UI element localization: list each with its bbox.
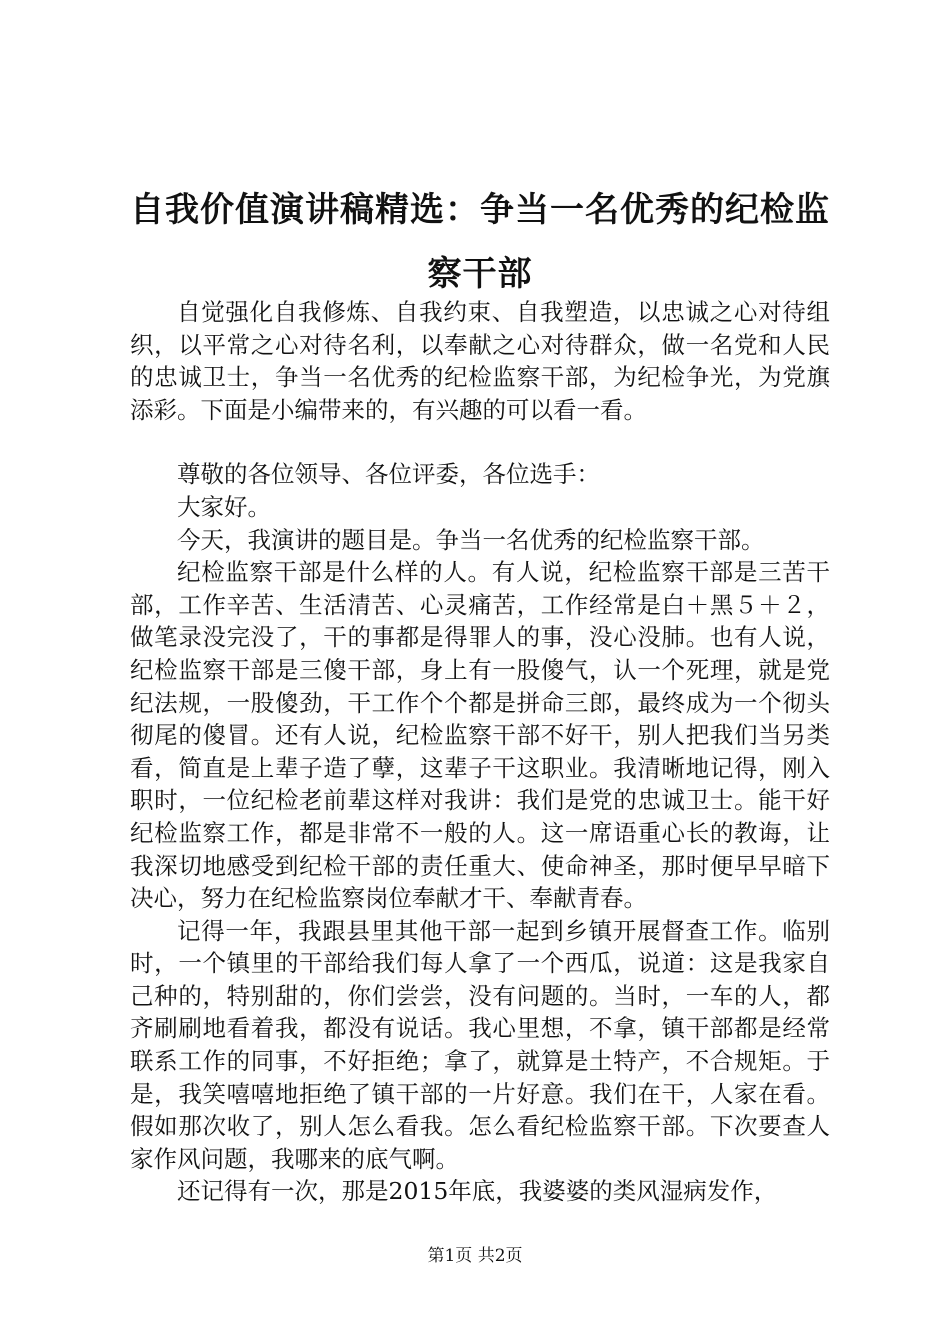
- intro-paragraph: 自觉强化自我修炼、自我约束、自我塑造，以忠诚之心对待组织，以平常之心对待名利，以奉献之心对待群众，做一名党和人民的忠诚卫士，争当一名优秀的纪检监察干部，为纪检争光，为党旗添彩。下面是小编带来的，有兴趣的可以看一看。: [130, 298, 830, 424]
- page-footer: 第1页 共2页: [427, 1246, 523, 1266]
- body-paragraph-salutation: 尊敬的各位领导、各位评委，各位选手：: [177, 460, 600, 489]
- document-body: [130, 296, 830, 1208]
- body-paragraph: 记得一年，我跟县里其他干部一起到乡镇开展督查工作。临别时，一个镇里的干部给我们每人拿了一个西瓜，说道：这是我家自己种的，特别甜的，你们尝尝，没有问题的。当时，一车的人，都齐刷刷地看着我，都没有说话。我心里想，不拿，镇干部都是经常联系工作的同事，不好拒绝；拿了，就算是土特产，不合规矩。于是，我笑嘻嘻地拒绝了镇干部的一片好意。我们在干，人家在看。假如那次收了，别人怎么看我。怎么看纪检监察干部。下次要查人家作风问题，我哪来的底气啊。: [130, 916, 830, 1173]
- body-paragraph: 还记得有一次，那是2015年底，我婆婆的类风湿病发作，: [177, 1177, 778, 1206]
- document-title: 自我价值演讲稿精选：争当一名优秀的纪检监察干部: [130, 190, 830, 294]
- body-paragraph: 纪检监察干部是什么样的人。有人说，纪检监察干部是三苦干部，工作辛苦、生活清苦、心灵痛苦，工作经常是白＋黑５＋２，做笔录没完没了，干的事都是得罪人的事，没心没肺。也有人说，纪检监察干部是三傻干部，身上有一股傻气，认一个死理，就是党纪法规，一股傻劲，干工作个个都是拼命三郎，最终成为一个彻头彻尾的傻冒。还有人说，纪检监察干部不好干，别人把我们当另类看，简直是上辈子造了孽，这辈子干这职业。我清晰地记得，刚入职时，一位纪检老前辈这样对我讲：我们是党的忠诚卫士。能干好纪检监察工作，都是非常不一般的人。这一席语重心长的教诲，让我深切地感受到纪检干部的责任重大、使命神圣，那时便早早暗下决心，努力在纪检监察岗位奉献才干、奉献青春。: [130, 558, 830, 913]
- body-paragraph-greeting: 大家好。: [177, 492, 271, 521]
- body-paragraph-topic: 今天，我演讲的题目是。争当一名优秀的纪检监察干部。: [177, 525, 765, 554]
